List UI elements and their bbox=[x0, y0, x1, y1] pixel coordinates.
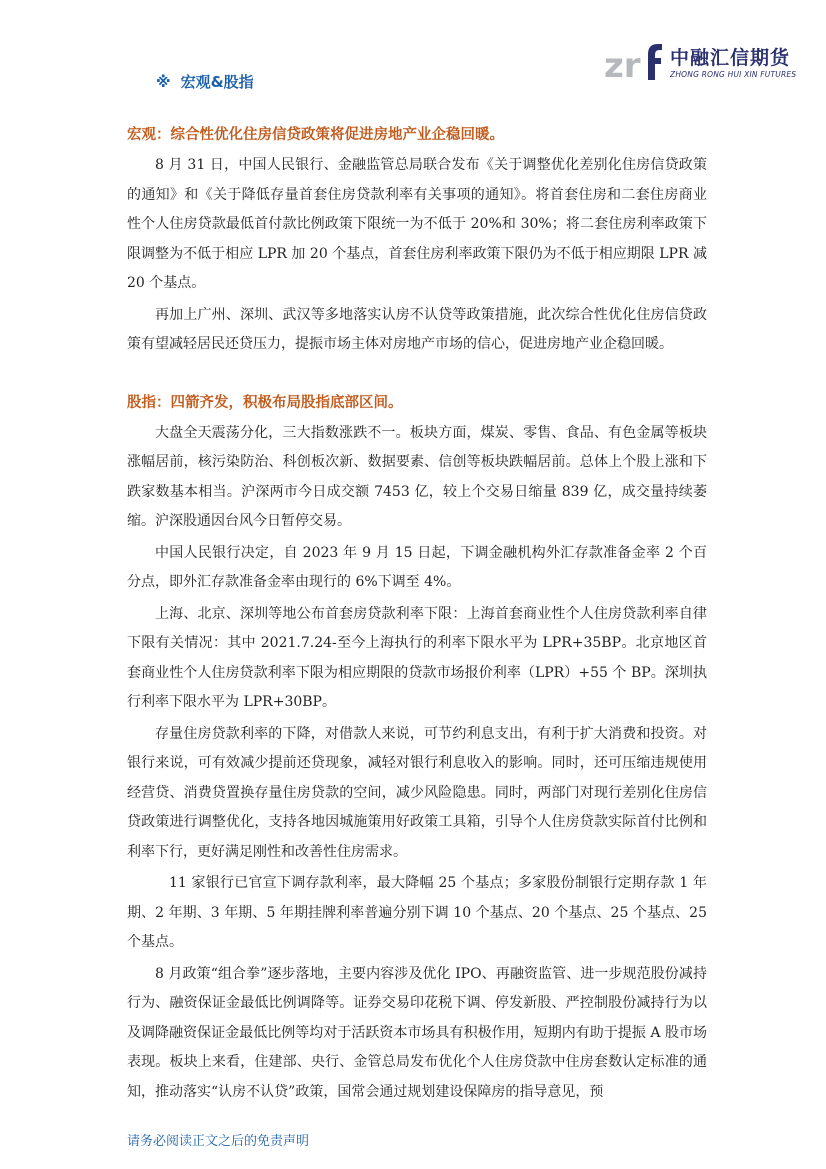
index-paragraph: 8 月政策“组合拳”逐步落地，主要内容涉及优化 IPO、再融资监管、进一步规范股份减持行为、融资保证金最低比例调降等。证券交易印花税下调、停发新股、严控制股份减持行为以及调降融资保证金最低比例等均对于活跃资本市场具有积极作用，短期内有助于提振 A 股市场表现。板块上来看，住建部、央行、金管总局发布优化个人住房贷款中住房套数认定标准的通知，推动落实“认房不认贷”政策，国常会通过规划建设保障房的指导意见，预 bbox=[127, 965, 707, 1100]
index-paragraph: 大盘全天震荡分化，三大指数涨跌不一。板块方面，煤炭、零售、食品、有色金属等板块涨幅居前，核污染防治、科创板次新、数据要素、信创等板块跌幅居前。总体上个股上涨和下跌家数基本相当。沪深两市今日成交额 7453 亿，较上个交易日缩量 839 亿，成交量持续萎缩。沪深股通因台风今日暂停交易。 bbox=[127, 424, 707, 529]
index-paragraph: 存量住房贷款利率的下降，对借款人来说，可节约利息支出，有利于扩大消费和投资。对银行来说，可有效减少提前还贷现象，减轻对银行利息收入的影响。同时，还可压缩违规使用经营贷、消费贷置换存量住房贷款的空间，减少风险隐患。同时，两部门对现行差别化住房信贷政策进行调整优化，支持各地因城施策用好政策工具箱，引导个人住房贷款实际首付比例和利率下行，更好满足刚性和改善性住房需求。 bbox=[127, 725, 707, 860]
company-logo bbox=[604, 40, 804, 84]
index-paragraph: 上海、北京、深圳等地公布首套房贷款利率下限：上海首套商业性个人住房贷款利率自律下限有关情况：其中 2021.7.24-至今上海执行的利率下限水平为 LPR+35BP。北京地区首套商业性个人住房贷款利率下限为相应期限的贷款市场报价利率（LPR）+55 个 BP。深圳执行利率下限水平为 LPR+30BP。 bbox=[127, 605, 707, 710]
zrf-logo-icon bbox=[604, 40, 662, 82]
svg-text:zr: zr bbox=[604, 46, 641, 82]
report-body bbox=[127, 120, 707, 1109]
index-heading: 股指：四箭齐发，积极布局股指底部区间。 bbox=[127, 394, 403, 411]
macro-heading: 宏观：综合性优化住房信贷政策将促进房地产业企稳回暖。 bbox=[127, 127, 504, 143]
logo-name-cn: 中融汇信期货 bbox=[670, 47, 791, 69]
index-paragraph: 11 家银行已官宣下调存款利率，最大降幅 25 个基点；多家股份制银行定期存款 1 年期、2 年期、3 年期、5 年期挂牌利率普遍分别下调 10 个基点、20 个基点、25 个基点、25 个基点。 bbox=[127, 875, 707, 950]
section-mark-icon: ※ bbox=[156, 73, 171, 91]
section-title bbox=[156, 71, 254, 92]
section-title-text: 宏观&股指 bbox=[180, 73, 254, 91]
index-paragraph: 中国人民银行决定，自 2023 年 9 月 15 日起，下调金融机构外汇存款准备金率 2 个百分点，即外汇存款准备金率由现行的 6%下调至 4%。 bbox=[127, 544, 707, 590]
macro-paragraph: 8 月 31 日，中国人民银行、金融监管总局联合发布《关于调整优化差别化住房信贷政策的通知》和《关于降低存量首套住房贷款利率有关事项的通知》。将首套住房和二套住房商业性个人住房贷款最低首付款比例政策下限统一为不低于 20%和 30%；将二套住房利率政策下限调整为不低于相应 LPR 加 20 个基点，首套住房利率政策下限仍为不低于相应期限 LPR 减 20 个基点。 bbox=[127, 157, 707, 291]
macro-paragraph: 再加上广州、深圳、武汉等多地落实认房不认贷等政策措施，此次综合性优化住房信贷政策有望减轻居民还贷压力，提振市场主体对房地产市场的信心，促进房地产业企稳回暖。 bbox=[127, 306, 707, 352]
logo-name-en: ZHONG RONG HUI XIN FUTURES bbox=[670, 70, 797, 79]
disclaimer-footer: 请务必阅读正文之后的免责声明 bbox=[127, 1134, 310, 1149]
